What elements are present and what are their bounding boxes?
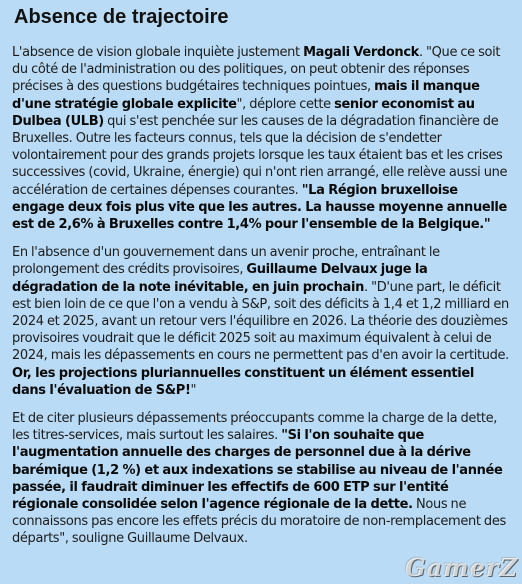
bold-text: "Si l'on souhaite que l'augmentation annuelle des charges de personnel due à la dérive barémique (1,2 %) et aux indexations se stabilise au niveau de l'année passée, il faudrait diminuer les effectifs de 600 ETP sur l'entité régionale consolidée selon l'agence régionale de la dette. (12, 428, 503, 513)
text-run: . "Que ce soit du côté de l'administration ou des politiques, on peut obtenir des réponses précises à des questions budgétaires techniques pointues, (12, 45, 501, 95)
text-run: " (190, 382, 197, 398)
article-heading: Absence de trajectoire (14, 6, 229, 28)
text-run: En l'absence d'un gouvernement dans un avenir proche, entraînant le prolongement des crédits provisoires, (12, 245, 440, 278)
text-run: Et de citer plusieurs dépassements préoccupants comme la charge de la dette, les titres-services, mais surtout les salaires. (12, 411, 497, 444)
bold-text: mais il manque d'une stratégie globale explicite (12, 79, 480, 112)
bold-text: "La Région bruxelloise engage deux fois plus vite que les autres. La hausse moyenne annuelle est de 2,6% à Bruxelles contre 1,4% pour l'ensemble de la Belgique." (12, 182, 508, 233)
bold-text: Or, les projections pluriannuelles constituent un élément essentiel dans l'évaluation de S&P! (12, 365, 474, 398)
text-run: . "D'une part, le déficit est bien loin de ce que l'on a vendu à S&P, soit des déficits à 1,4 et 1,2 milliard en 2024 et 2025, avant un retour vers l'équilibre en 2026. La théorie des douzièmes provisoires voudrait que le déficit 2025 soit au maximum équivalent à celui de 2024, mais les dépassements en cours ne permettent pas d'en avoir la certitude. (12, 279, 509, 364)
paragraph (12, 44, 510, 233)
text-run: qui s'est penchée sur les causes de la dégradation financière de Bruxelles. Outre les facteurs connus, tels que la décision de s'endetter volontairement pour des grands projets lorsque les taux étaient bas et les crises successives (covid, Ukraine, énergie) qui n'ont rien arrangé, elle relève aussi une accélération de certaines dépenses courantes. (12, 113, 508, 198)
paragraph (12, 244, 510, 399)
bold-text: Guillaume Delvaux juge la dégradation de la note inévitable, en juin prochain (12, 262, 428, 295)
text-run: ", déplore cette (236, 96, 335, 112)
watermark: GamerZ (405, 553, 518, 582)
bold-text: Magali Verdonck (303, 45, 419, 60)
text-run: Nous ne connaissons pas encore les effets précis du moratoire de non-remplacement des départs", souligne Guillaume Delvaux. (12, 497, 506, 547)
bold-text: senior economist au Dulbea (ULB) (12, 96, 475, 129)
article-body (12, 44, 510, 548)
text-run: L'absence de vision globale inquiète justement (12, 45, 304, 60)
paragraph (12, 410, 510, 548)
